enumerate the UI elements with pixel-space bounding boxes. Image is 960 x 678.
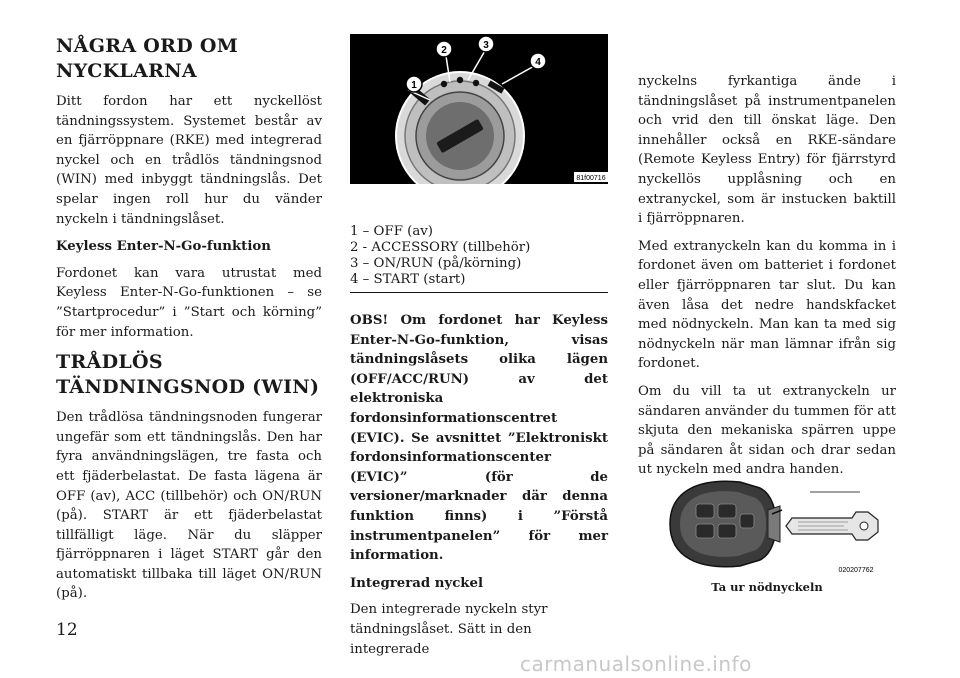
- heading-keys-line2: NYCKLARNA: [56, 60, 197, 82]
- legend-item-on-run: 3 – ON/RUN (på/körning): [350, 256, 522, 271]
- column-3: [638, 72, 896, 488]
- ignition-legend: [350, 224, 608, 293]
- heading-win: [56, 350, 322, 400]
- callout-3: [478, 36, 494, 52]
- page-number: 12: [56, 620, 78, 640]
- legend-item-start: 4 – START (start): [350, 272, 466, 287]
- note-paragraph: OBS! Om fordonet har Keyless Enter-N-Go-funktion, visas tändningslåsets olika lägen (OFF/ACC/RUN) av det elektroniska fordonsinformationscentret (EVIC). Se avsnittet ”Elektroniskt fordonsinformationscenter (EVIC)” (för de versioner/marknader där denna funktion finns) i ”Förstå instrumentpanelen” för mer information.: [350, 313, 608, 564]
- paragraph-keyless: Fordonet kan vara utrustat med Keyless Enter-N-Go-funktionen – se ”Startprocedur” i ”Start och körning” för mer information.: [56, 265, 322, 340]
- ignition-figure: [350, 34, 608, 184]
- column-1: [56, 34, 322, 612]
- heading-keys: [56, 34, 322, 84]
- paragraph-integrated-key: Den integrerade nyckeln styr tändningslåset. Sätt in den integrerade: [350, 602, 548, 657]
- heading-win-line2: TÄNDNINGSNOD (WIN): [56, 376, 320, 399]
- watermark: carmanualsonline.info: [520, 652, 752, 676]
- svg-text:3: 3: [483, 40, 489, 51]
- svg-text:2: 2: [441, 45, 447, 56]
- callout-1: [406, 76, 422, 92]
- paragraph-key-continued: nyckelns fyrkantiga ände i tändningslåset på instrumentpanelen och vrid den till önskat läge. Den innehåller också en RKE-sändare (Remote Keyless Entry) för fjärrstyrd nyckellös upplåsning och en extranyckel, som är instucken baktill i fjärröppnaren.: [638, 74, 896, 227]
- paragraph-spare-key: Med extranyckeln kan du komma in i fordonet även om batteriet i fordonet eller fjärröppnaren tar slut. Du kan även låsa det nedre handskfacket med nödnyckeln. Man kan ta med sig nödnyckeln när man lämnar ifrån sig fordonet.: [638, 238, 896, 372]
- paragraph-remove-key: Om du vill ta ut extranyckeln ur sändaren använder du tummen för att skjuta den mekaniska spärren uppe på sändaren åt sidan och drar sedan ut nyckeln med andra handen.: [638, 383, 896, 478]
- legend-item-off: 1 – OFF (av): [350, 224, 433, 239]
- paragraph-keys-intro: Ditt fordon har ett nyckellöst tändningssystem. Systemet består av en fjärröppnare (RKE) med integrerad nyckel och en trådlös tändningsnod (WIN) med inbyggt tändningslås. Det spelar ingen roll hur du vänder nyckeln i tändningslåset.: [56, 94, 322, 227]
- subheading-integrated-key: Integrerad nyckel: [350, 575, 484, 591]
- key-figure-code: 020207762: [838, 567, 874, 574]
- key-fob-illustration: [660, 470, 890, 578]
- legend-item-accessory: 2 - ACCESSORY (tillbehör): [350, 240, 531, 255]
- key-figure-caption: Ta ur nödnyckeln: [711, 580, 823, 594]
- figure-code: 81f00716: [576, 175, 606, 182]
- paragraph-win: Den trådlösa tändningsnoden fungerar ungefär som ett tändningslås. Den har fyra användningslägen, tre fasta och ett fjäderbelastat. De fasta lägena är OFF (av), ACC (tillbehör) och ON/RUN (på). START är ett fjäderbelastat tillfälligt läge. När du släpper fjärröppnaren i läget START går den automatiskt tillbaka till läget ON/RUN (på).: [56, 410, 322, 602]
- svg-text:4: 4: [535, 57, 541, 68]
- heading-keys-line1: NÅGRA ORD OM: [56, 35, 239, 57]
- ignition-switch-illustration: [350, 34, 608, 184]
- subheading-keyless: Keyless Enter-N-Go-funktion: [56, 239, 271, 255]
- heading-win-line1: TRÅDLÖS: [56, 351, 163, 374]
- column-2: [350, 34, 608, 667]
- key-fob-figure: [660, 470, 890, 578]
- callout-2: [436, 41, 452, 57]
- svg-text:1: 1: [411, 80, 417, 91]
- callout-4: [530, 53, 546, 69]
